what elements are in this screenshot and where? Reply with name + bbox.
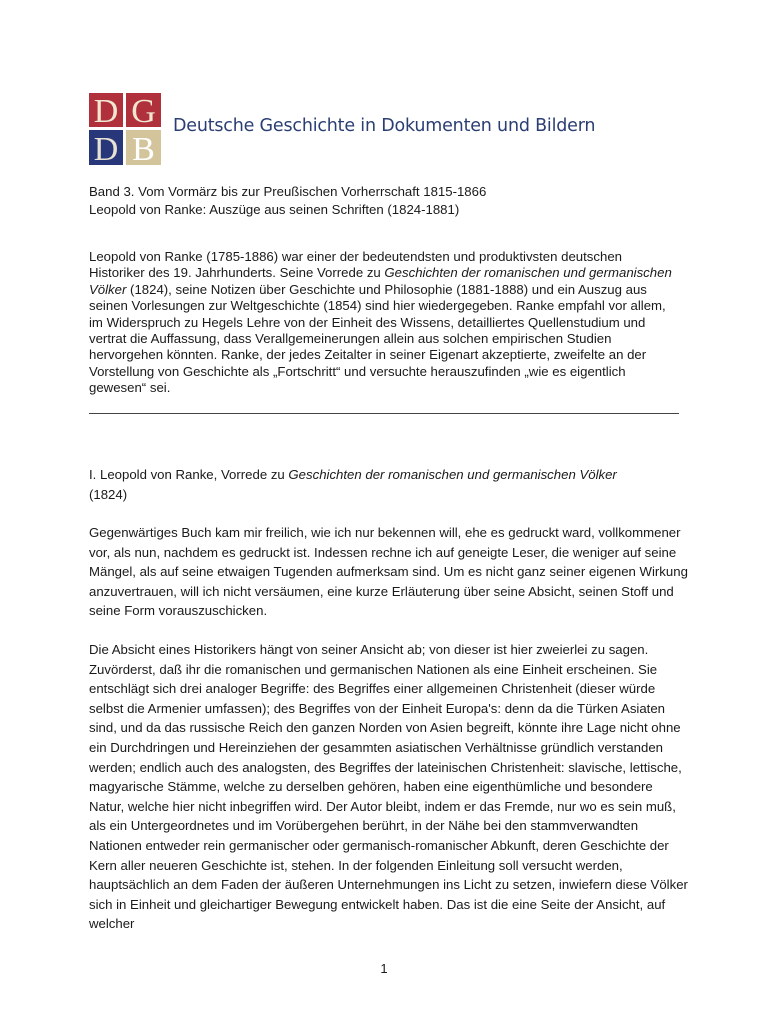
intro-paragraph bbox=[89, 249, 679, 397]
document-header bbox=[89, 183, 486, 219]
document-title-line: Leopold von Ranke: Auszüge aus seinen Schriften (1824-1881) bbox=[89, 202, 460, 217]
section-heading-year: (1824) bbox=[89, 487, 128, 502]
dgdb-logo bbox=[89, 93, 161, 165]
horizontal-rule bbox=[89, 413, 679, 414]
body-paragraph-2: Die Absicht eines Historikers hängt von seiner Ansicht ab; von dieser ist hier zweierlei zu sagen. Zuvörderst, daß ihr die romanischen und germanischen Nationen als eine Einheit erscheinen. Sie entschlägt sich drei analoger Begriffe: des Begriffes einer allgemeinen Christenheit (dieser würde selbst die Armenier umfassen); des Begriffes von der Einheit Europa's: denn da die Türken Asiaten sind, und da das russische Reich den ganzen Norden von Asien begreift, könnte ihre Lage nicht ohne ein Durchdringen und Hereinziehen der gesammten asiatischen Verhältnisse gründlich verstanden werden; endlich auch des analogsten, des Begriffes der lateinischen Christenheit: slavische, lettische, magyarische Stämme, welche zu derselben gehören, haben eine eigenthümliche und besondere Natur, welche hier nicht inbegriffen wird. Der Autor bleibt, indem er das Fremde, nur wo es sein muß, als ein Untergeordnetes und im Vorübergehen berührt, in der Nähe bei den stammverwandten Nationen entweder rein germanischer oder germanisch-romanischer Abkunft, deren Geschichte der Kern aller neueren Geschichte ist, stehen. In der folgenden Einleitung soll versucht werden, hauptsächlich an dem Faden der äußeren Unternehmungen ins Licht zu setzen, inwiefern diese Völker sich in Einheit und gleichartiger Bewegung entwickelt haben. Das ist die eine Seite der Ansicht, auf welcher bbox=[89, 642, 688, 932]
intro-italic-title: Geschichten der romanischen und germanischen Völker bbox=[89, 265, 672, 297]
section-heading bbox=[89, 465, 679, 505]
volume-line: Band 3. Vom Vormärz bis zur Preußischen Vorherrschaft 1815-1866 bbox=[89, 184, 487, 199]
logo-letter-g: G bbox=[131, 93, 156, 130]
section-heading-prefix: I. Leopold von Ranke, Vorrede zu bbox=[89, 467, 289, 482]
intro-text-1: Leopold von Ranke (1785-1886) war einer der bedeutendsten und produktivsten deutschen Historiker des 19. Jahrhunderts. Seine Vorrede zu bbox=[89, 249, 622, 281]
logo-letter-b: B bbox=[132, 131, 155, 165]
intro-text-2: (1824), seine Notizen über Geschichte und Philosophie (1881-1888) und ein Auszug aus seinen Vorlesungen zur Weltgeschichte (1854) sind hier wiedergegeben. Ranke empfahl vor allem, im Widerspruch zu Hegels Lehre von der Einheit des Wissens, detailliertes Quellenstudium und vertrat die Auffassung, dass Verallgemeinerungen allein aus solchen empirischen Studien hervorgehen könnten. Ranke, der jedes Zeitalter in seiner Eigenart akzeptierte, zweifelte an der Vorstellung von Geschichte als „Fortschritt“ und versuchte herauszufinden „wie es eigentlich gewesen“ sei. bbox=[89, 281, 666, 396]
site-title: Deutsche Geschichte in Dokumenten und Bildern bbox=[173, 116, 596, 136]
section-heading-italic: Geschichten der romanischen und germanischen Völker bbox=[288, 467, 617, 482]
body-paragraph-1: Gegenwärtiges Buch kam mir freilich, wie ich nur bekennen will, ehe es gedruckt ward, vollkommener vor, als nun, nachdem es gedruckt ist. Indessen rechne ich auf geneigte Leser, die weniger auf seine Mängel, als auf seine etwaigen Tugenden aufmerksam sind. Um es nicht ganz seiner eigenen Wirkung anzuvertrauen, will ich nicht versäumen, eine kurze Erläuterung über seine Absicht, seinen Stoff und seine Form vorauszuschicken. bbox=[89, 525, 688, 619]
dgdb-logo-mark bbox=[89, 93, 161, 165]
page-number: 1 bbox=[380, 961, 388, 976]
logo-letter-d1: D bbox=[93, 93, 119, 130]
logo-letter-d2: D bbox=[93, 131, 119, 165]
